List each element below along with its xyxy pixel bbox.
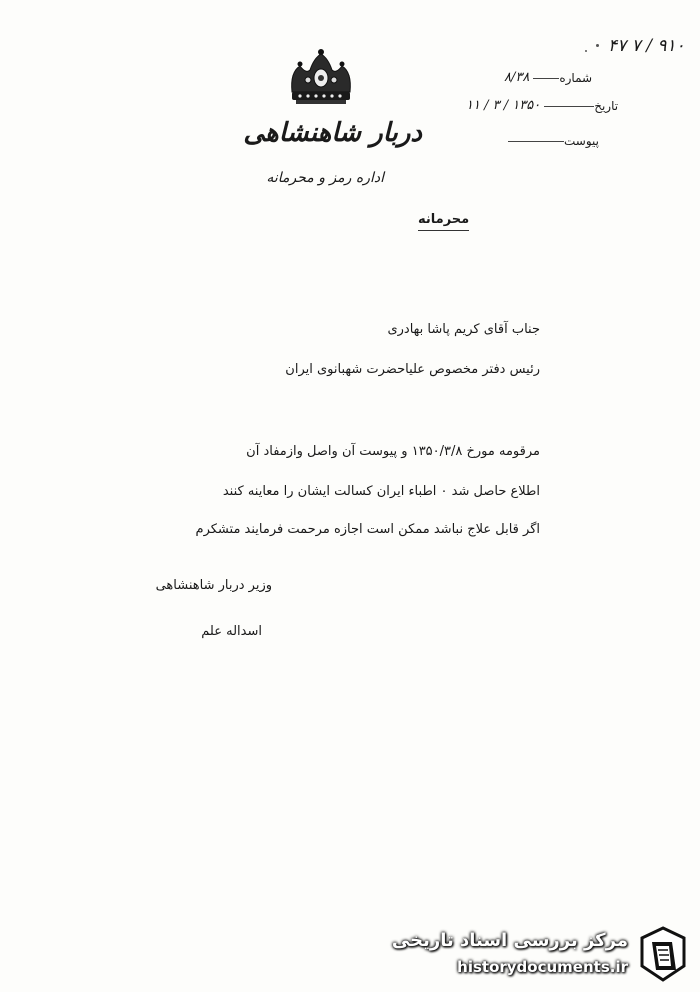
number-value: ۸/۳۸ <box>504 70 530 85</box>
body-line-1: مرقومه مورخ ۱۳۵۰/۳/۸ و پیوست آن واصل وازمفاد آن <box>246 444 540 459</box>
crown-emblem-icon <box>286 48 356 112</box>
court-title: دربار شاهنشاهی <box>243 118 422 148</box>
date-label: تاریخ <box>594 98 619 113</box>
date-value: ۱۳۵۰ / ۳ / ۱۱ <box>466 98 541 113</box>
body-line-2: اطلاع حاصل شد ۰ اطباء ایران کسالت ایشان را معاینه کنند <box>222 484 540 499</box>
scan-speck <box>596 44 599 47</box>
attachment-label: پیوست <box>564 134 599 148</box>
office-name: اداره رمز و محرمانه <box>266 170 384 186</box>
attachment-underline <box>508 140 564 142</box>
signer-title: وزیر دربار شاهنشاهی <box>155 578 272 593</box>
signer-name: اسداله علم <box>201 624 262 639</box>
document-number-handwritten: ۴۷ ۷ / ۹۱۰ <box>608 36 685 56</box>
archive-logo-icon <box>638 926 688 982</box>
date-underline <box>544 105 594 107</box>
watermark <box>391 926 694 986</box>
addressee-title: رئیس دفتر مخصوص علیاحضرت شهبانوی ایران <box>285 362 540 377</box>
meta-attachment-row <box>508 134 599 148</box>
watermark-title: مرکز بررسی اسناد تاریخی <box>391 930 628 951</box>
number-underline <box>533 77 559 79</box>
scan-speck <box>585 50 587 52</box>
addressee-name: جناب آقای کریم پاشا بهادری <box>387 322 540 337</box>
meta-date-row <box>462 98 618 113</box>
body-line-3: اگر قابل علاج نباشد ممکن است اجازه مرحمت فرمایند متشکرم <box>195 522 540 537</box>
watermark-url: historydocuments.ir <box>457 958 628 976</box>
number-label: شماره <box>559 70 593 85</box>
meta-number-row <box>500 70 592 85</box>
classification-label: محرمانه <box>418 212 469 231</box>
